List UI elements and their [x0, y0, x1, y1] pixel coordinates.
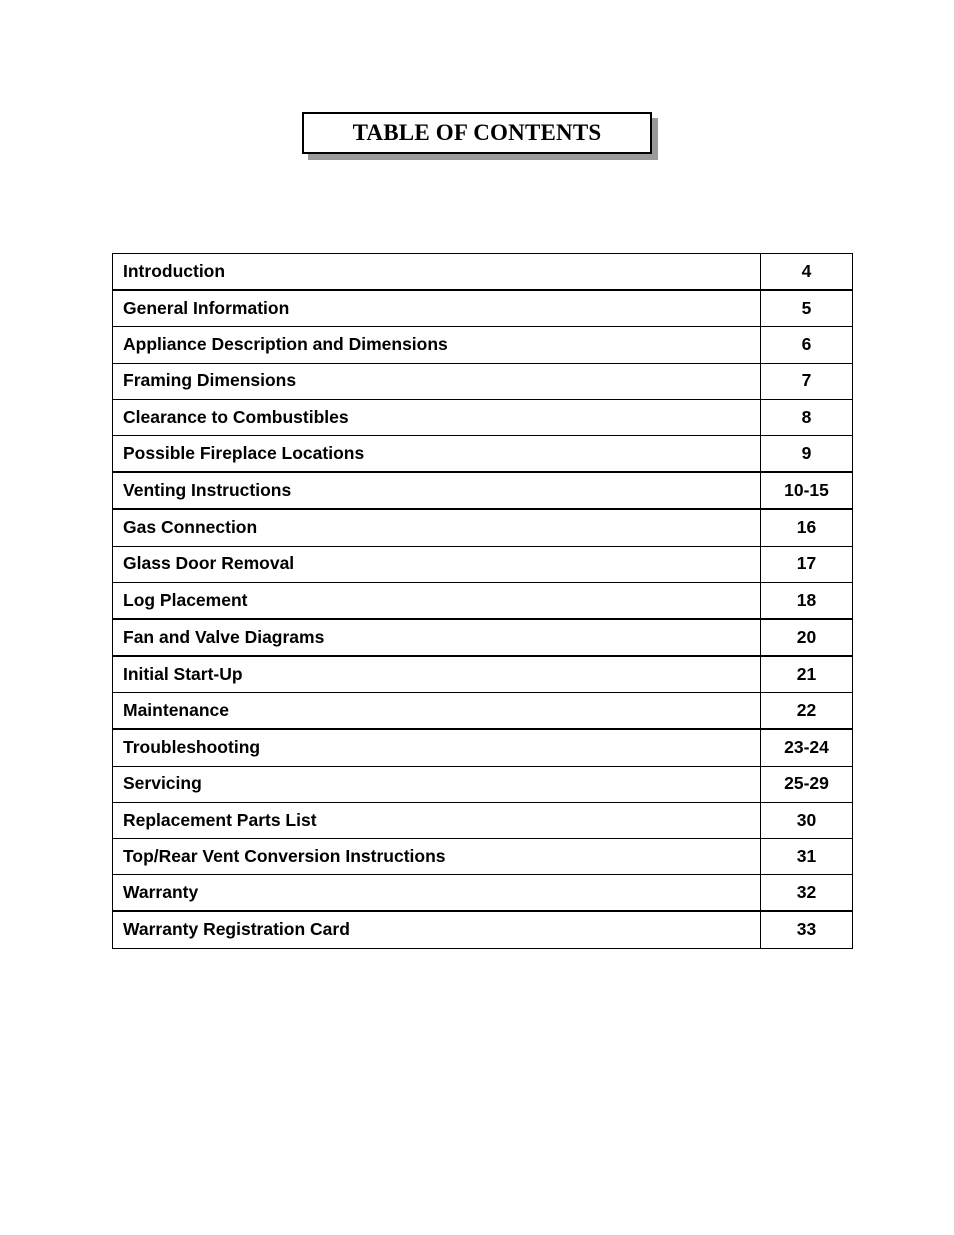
- page-title: TABLE OF CONTENTS: [352, 120, 602, 145]
- toc-row: [113, 472, 853, 509]
- toc-table: [112, 253, 853, 949]
- toc-page-number: 5: [761, 290, 853, 327]
- toc-page-number: 7: [761, 363, 853, 399]
- toc-section-title: Top/Rear Vent Conversion Instructions: [113, 839, 761, 875]
- toc-page-number: 10-15: [761, 472, 853, 509]
- toc-section-title: Warranty Registration Card: [113, 911, 761, 948]
- toc-page-number: 20: [761, 619, 853, 656]
- toc-section-title: General Information: [113, 290, 761, 327]
- toc-section-title: Fan and Valve Diagrams: [113, 619, 761, 656]
- toc-section-title: Clearance to Combustibles: [113, 399, 761, 435]
- toc-section-title: Venting Instructions: [113, 472, 761, 509]
- toc-page-number: 33: [761, 911, 853, 948]
- toc-page-number: 17: [761, 546, 853, 582]
- toc-row: [113, 911, 853, 948]
- toc-section-title: Replacement Parts List: [113, 802, 761, 838]
- toc-section-title: Initial Start-Up: [113, 656, 761, 693]
- toc-row: [113, 729, 853, 766]
- toc-row: [113, 509, 853, 546]
- toc-row: [113, 546, 853, 582]
- toc-section-title: Introduction: [113, 254, 761, 291]
- toc-page-number: 22: [761, 693, 853, 730]
- toc-row: [113, 656, 853, 693]
- toc-section-title: Log Placement: [113, 582, 761, 619]
- toc-row: [113, 875, 853, 912]
- toc-section-title: Possible Fireplace Locations: [113, 435, 761, 472]
- toc-row: [113, 435, 853, 472]
- toc-row: [113, 802, 853, 838]
- toc-page-number: 6: [761, 327, 853, 363]
- toc-row: [113, 693, 853, 730]
- toc-page-number: 32: [761, 875, 853, 912]
- toc-page-number: 16: [761, 509, 853, 546]
- toc-section-title: Maintenance: [113, 693, 761, 730]
- toc-row: [113, 766, 853, 802]
- toc-page-number: 18: [761, 582, 853, 619]
- toc-page-number: 30: [761, 802, 853, 838]
- toc-page-number: 31: [761, 839, 853, 875]
- toc-section-title: Servicing: [113, 766, 761, 802]
- toc-section-title: Appliance Description and Dimensions: [113, 327, 761, 363]
- toc-section-title: Gas Connection: [113, 509, 761, 546]
- toc-row: [113, 839, 853, 875]
- toc-row: [113, 399, 853, 435]
- toc-page-number: 25-29: [761, 766, 853, 802]
- toc-row: [113, 254, 853, 291]
- toc-section-title: Glass Door Removal: [113, 546, 761, 582]
- toc-body: [113, 254, 853, 949]
- toc-row: [113, 363, 853, 399]
- toc-page-number: 21: [761, 656, 853, 693]
- toc-row: [113, 582, 853, 619]
- title-box: [302, 112, 652, 154]
- toc-page-number: 8: [761, 399, 853, 435]
- toc-row: [113, 290, 853, 327]
- toc-section-title: Troubleshooting: [113, 729, 761, 766]
- title-banner: [302, 112, 652, 154]
- toc-row: [113, 327, 853, 363]
- toc-section-title: Warranty: [113, 875, 761, 912]
- toc-page-number: 9: [761, 435, 853, 472]
- toc-page-number: 23-24: [761, 729, 853, 766]
- toc-section-title: Framing Dimensions: [113, 363, 761, 399]
- toc-page-number: 4: [761, 254, 853, 291]
- toc-row: [113, 619, 853, 656]
